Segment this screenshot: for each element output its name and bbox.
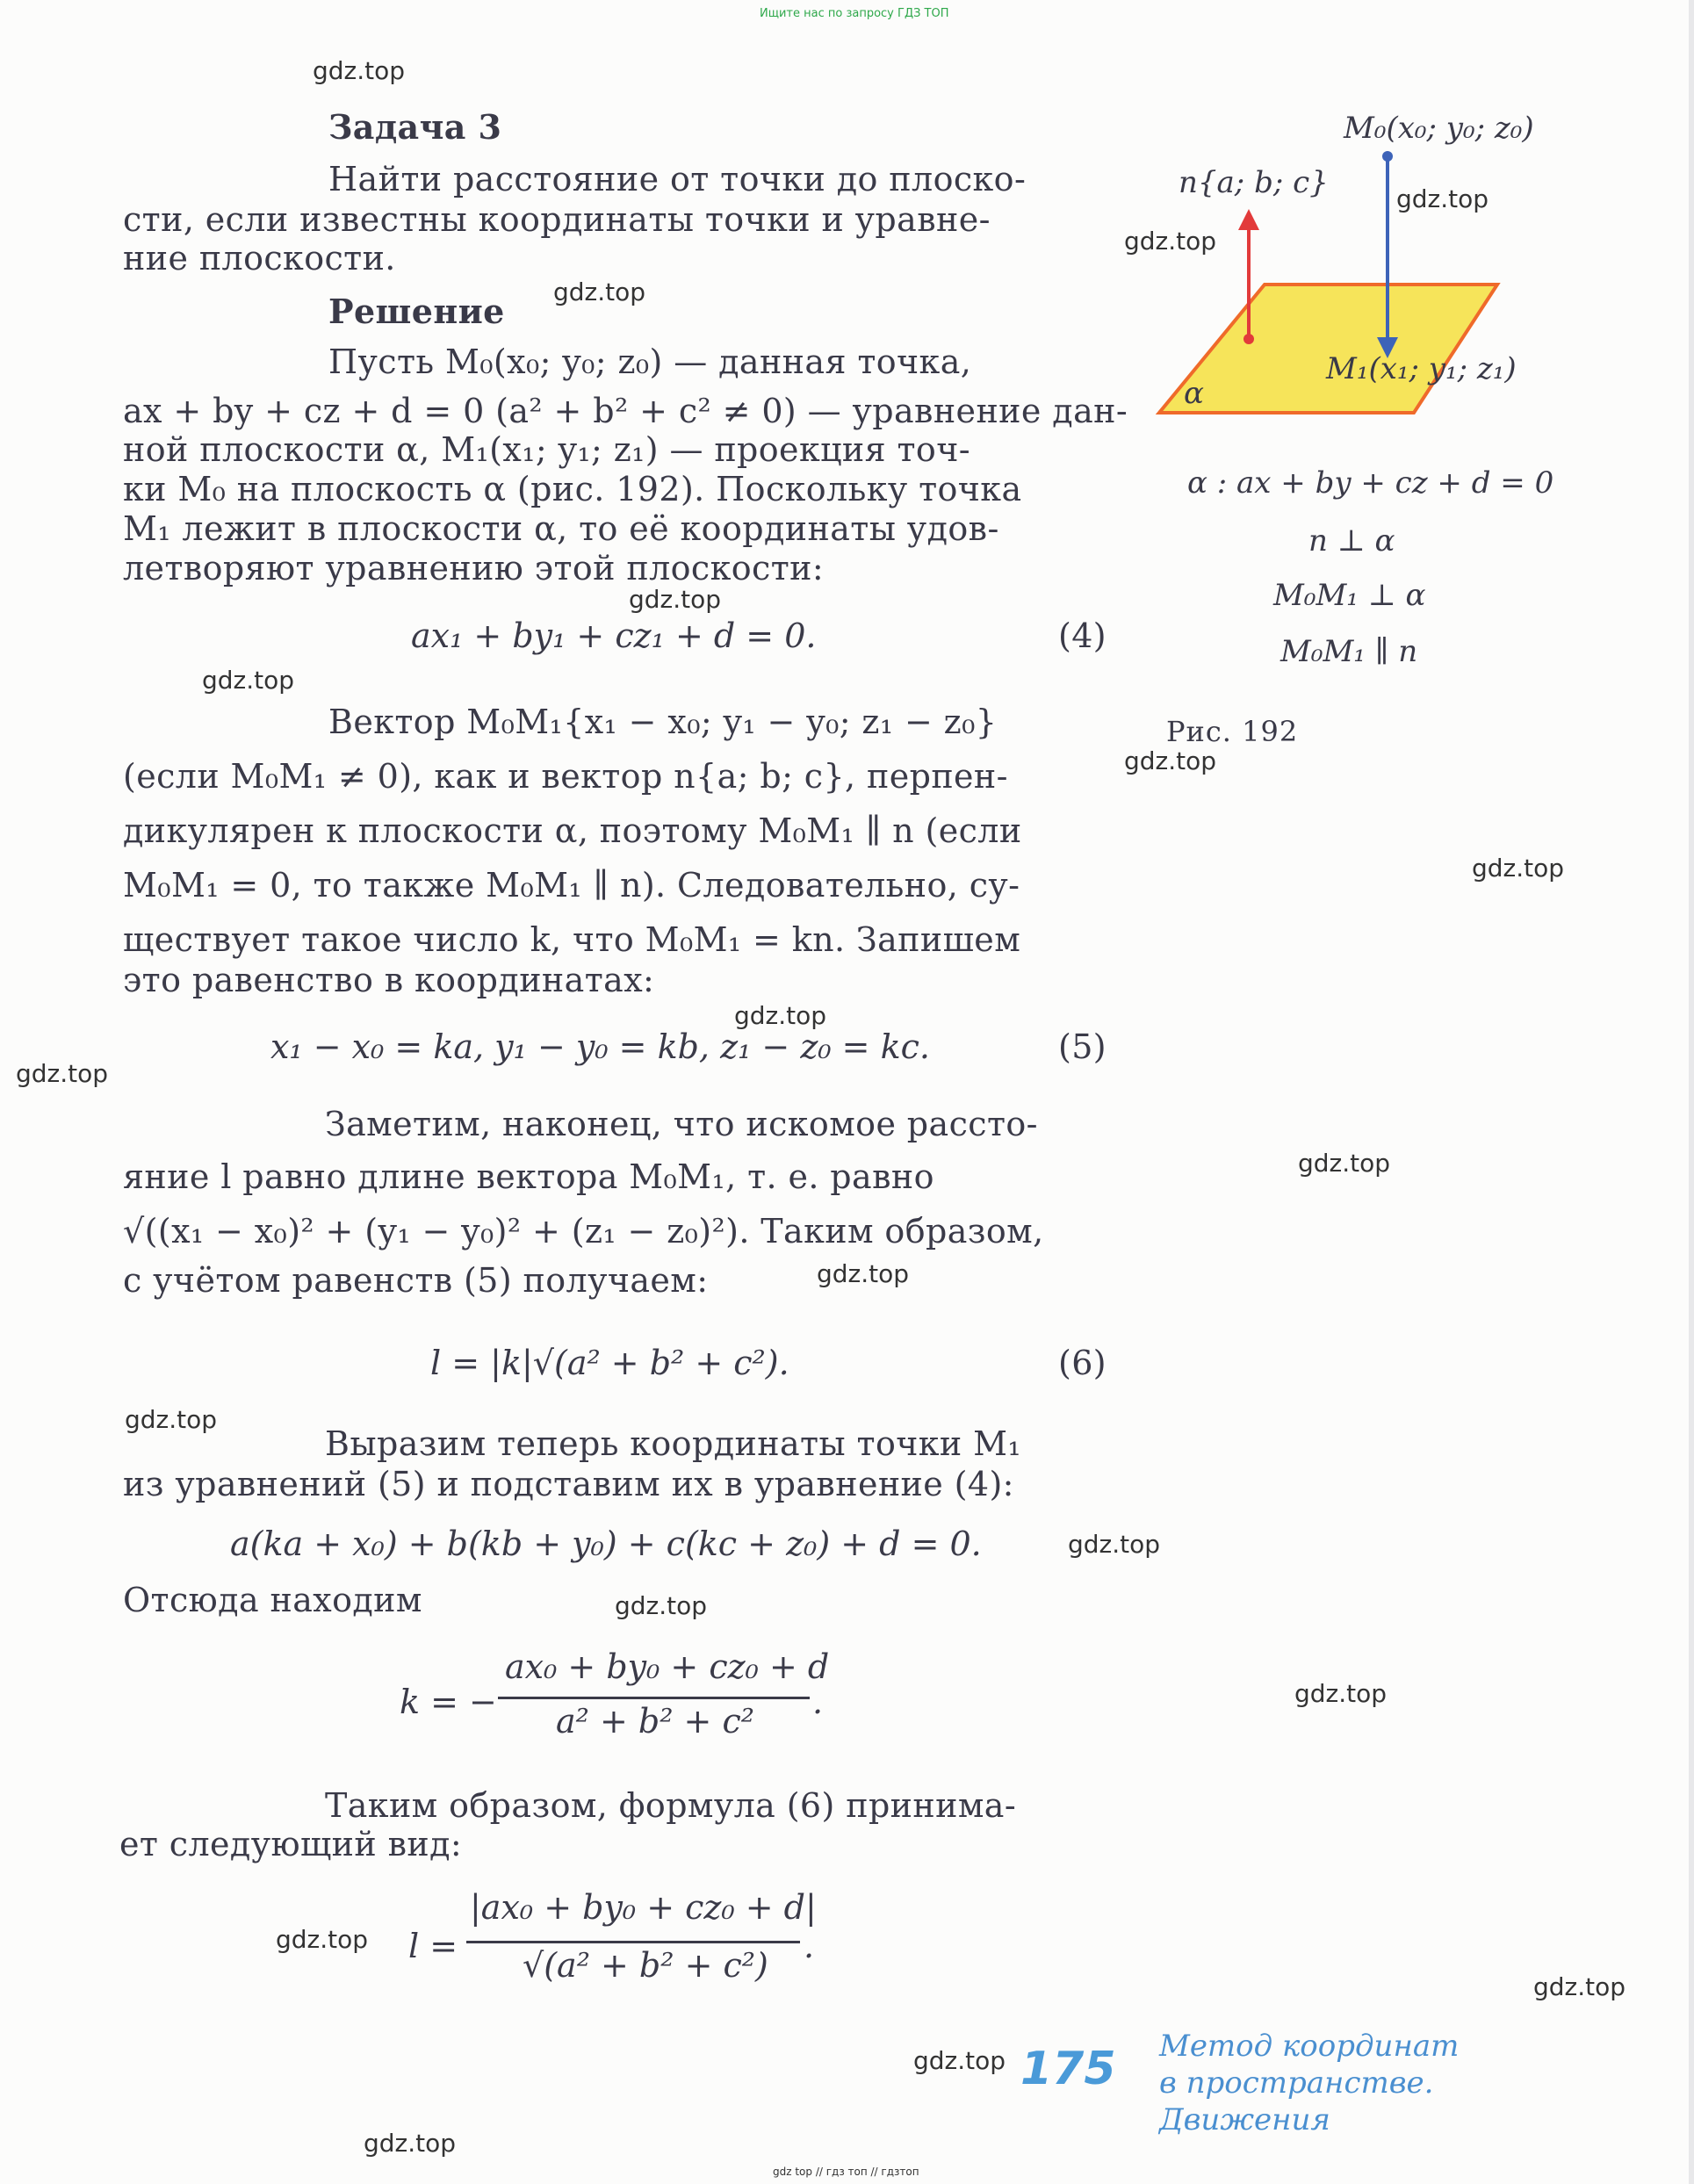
- p1-line-5: M₁ лежит в плоскости α, то её координаты удов-: [123, 509, 999, 548]
- watermark: gdz.top: [1294, 1679, 1388, 1708]
- footer-note: gdz top // гдз топ // гдзтоп: [773, 2166, 919, 2178]
- task-line-2: сти, если известны координаты точки и уравне-: [123, 200, 991, 239]
- equation-l-lhs: l =: [408, 1927, 458, 1965]
- p3-line-2: яние l равно длине вектора M₀M₁, т. е. равно: [123, 1157, 934, 1196]
- relation-n-perp: n ⊥ α: [1308, 523, 1395, 559]
- equation-4: ax₁ + by₁ + cz₁ + d = 0.: [411, 616, 817, 655]
- equation-7: a(ka + x₀) + b(kb + y₀) + c(kc + z₀) + d = 0.: [230, 1524, 982, 1563]
- watermark: gdz.top: [615, 1591, 708, 1620]
- normal-vector-base-point: [1243, 334, 1254, 344]
- point-m0: [1382, 151, 1393, 162]
- watermark: gdz.top: [1124, 227, 1217, 256]
- equation-l: [408, 1888, 865, 2002]
- watermark: gdz.top: [202, 666, 295, 695]
- p1-line-1: Пусть M₀(x₀; y₀; z₀) — данная точка,: [328, 342, 972, 381]
- relation-m0m1-parallel: M₀M₁ ∥ n: [1280, 634, 1418, 669]
- watermark: gdz.top: [1396, 184, 1489, 213]
- watermark: gdz.top: [913, 2046, 1006, 2075]
- p2-line-5: ществует такое число k, что M₀M₁ = kn. Запишем: [123, 920, 1021, 959]
- p1-line-2: ax + by + cz + d = 0 (a² + b² + c² ≠ 0) — уравнение дан-: [123, 392, 1128, 430]
- m1-label: M₁(x₁; y₁; z₁): [1326, 351, 1517, 386]
- relation-m0m1-perp: M₀M₁ ⊥ α: [1273, 578, 1426, 613]
- task-line-3: ние плоскости.: [123, 239, 396, 278]
- equation-k-denominator: a² + b² + c²: [556, 1702, 754, 1741]
- watermark: gdz.top: [1124, 746, 1217, 775]
- equation-5: x₁ − x₀ = ka, y₁ − y₀ = kb, z₁ − z₀ = kc.: [270, 1027, 930, 1066]
- watermark: gdz.top: [817, 1259, 910, 1288]
- equation-k-numerator: ax₀ + by₀ + cz₀ + d: [505, 1647, 830, 1686]
- watermark: gdz.top: [629, 585, 722, 614]
- section-title-2: в пространстве.: [1159, 2065, 1434, 2101]
- p3-line-4: с учётом равенств (5) получаем:: [123, 1261, 709, 1300]
- plane-equation: α : ax + by + cz + d = 0: [1187, 465, 1554, 501]
- p2-line-2: (если M₀M₁ ≠ 0), как и вектор n{a; b; c}, перпен-: [123, 757, 1008, 796]
- section-title-1: Метод координат: [1159, 2029, 1460, 2064]
- equation-4-number: (4): [1058, 616, 1107, 655]
- alpha-label: α: [1184, 376, 1204, 411]
- p2-line-1: Вектор M₀M₁{x₁ − x₀; y₁ − y₀; z₁ − z₀}: [328, 703, 998, 741]
- watermark: gdz.top: [125, 1405, 218, 1434]
- watermark: gdz.top: [313, 56, 406, 85]
- p3-line-1: Заметим, наконец, что искомое рассто-: [325, 1105, 1038, 1143]
- solution-title: Решение: [328, 292, 505, 331]
- p6-line-1: Таким образом, формула (6) принима-: [325, 1786, 1017, 1825]
- plane-alpha: [1159, 285, 1497, 413]
- watermark: gdz.top: [16, 1059, 109, 1088]
- watermark: gdz.top: [553, 278, 646, 306]
- section-title-3: Движения: [1159, 2102, 1330, 2137]
- equation-k: [400, 1647, 856, 1753]
- page-edge: [1689, 0, 1694, 2184]
- watermark: gdz.top: [364, 2129, 457, 2158]
- p1-line-4: ки M₀ на плоскость α (рис. 192). Поскольку точка: [123, 470, 1022, 508]
- p1-line-6: летворяют уравнению этой плоскости:: [123, 549, 825, 587]
- watermark: gdz.top: [734, 1001, 827, 1030]
- task-line-1: Найти расстояние от точки до плоско-: [328, 160, 1027, 198]
- equation-6-number: (6): [1058, 1344, 1107, 1382]
- p2-line-4: M₀M₁ = 0, то также M₀M₁ ∥ n). Следовательно, су-: [123, 866, 1020, 905]
- p5-line: Отсюда находим: [123, 1581, 422, 1619]
- fraction-bar: [498, 1697, 810, 1699]
- equation-l-numerator: |ax₀ + by₀ + cz₀ + d|: [470, 1888, 817, 1927]
- equation-l-denominator: √(a² + b² + c²): [523, 1946, 768, 1985]
- p3-line-3: √((x₁ − x₀)² + (y₁ − y₀)² + (z₁ − z₀)²). Таким образом,: [123, 1212, 1044, 1251]
- p4-line-1: Выразим теперь координаты точки M₁: [325, 1424, 1022, 1463]
- p2-line-6: это равенство в координатах:: [123, 961, 655, 999]
- p4-line-2: из уравнений (5) и подставим их в уравнение (4):: [123, 1465, 1014, 1503]
- equation-6: l = |k|√(a² + b² + c²).: [430, 1344, 789, 1382]
- n-vector-label: n{a; b; c}: [1179, 165, 1329, 200]
- watermark: gdz.top: [1298, 1149, 1391, 1178]
- p2-line-3: дикулярен к плоскости α, поэтому M₀M₁ ∥ n (если: [123, 811, 1022, 850]
- watermark: gdz.top: [1533, 1972, 1626, 2001]
- equation-l-tail: .: [804, 1927, 815, 1965]
- m0-label: M₀(x₀; y₀; z₀): [1344, 111, 1534, 146]
- equation-k-lhs: k = −: [400, 1683, 497, 1721]
- top-note: Ищите нас по запросу ГДЗ ТОП: [760, 7, 949, 20]
- watermark: gdz.top: [276, 1925, 369, 1954]
- equation-k-tail: .: [812, 1683, 824, 1721]
- task-title: Задача 3: [328, 107, 502, 147]
- equation-5-number: (5): [1058, 1027, 1107, 1066]
- figure-192: [1142, 97, 1546, 448]
- watermark: gdz.top: [1068, 1530, 1161, 1559]
- watermark: gdz.top: [1472, 854, 1565, 883]
- page-number: 175: [1020, 2043, 1116, 2095]
- p1-line-3: ной плоскости α, M₁(x₁; y₁; z₁) — проекция точ-: [123, 430, 970, 469]
- fraction-bar: [466, 1941, 800, 1943]
- p6-line-2: ет следующий вид:: [119, 1825, 463, 1863]
- figure-caption: Рис. 192: [1166, 715, 1299, 748]
